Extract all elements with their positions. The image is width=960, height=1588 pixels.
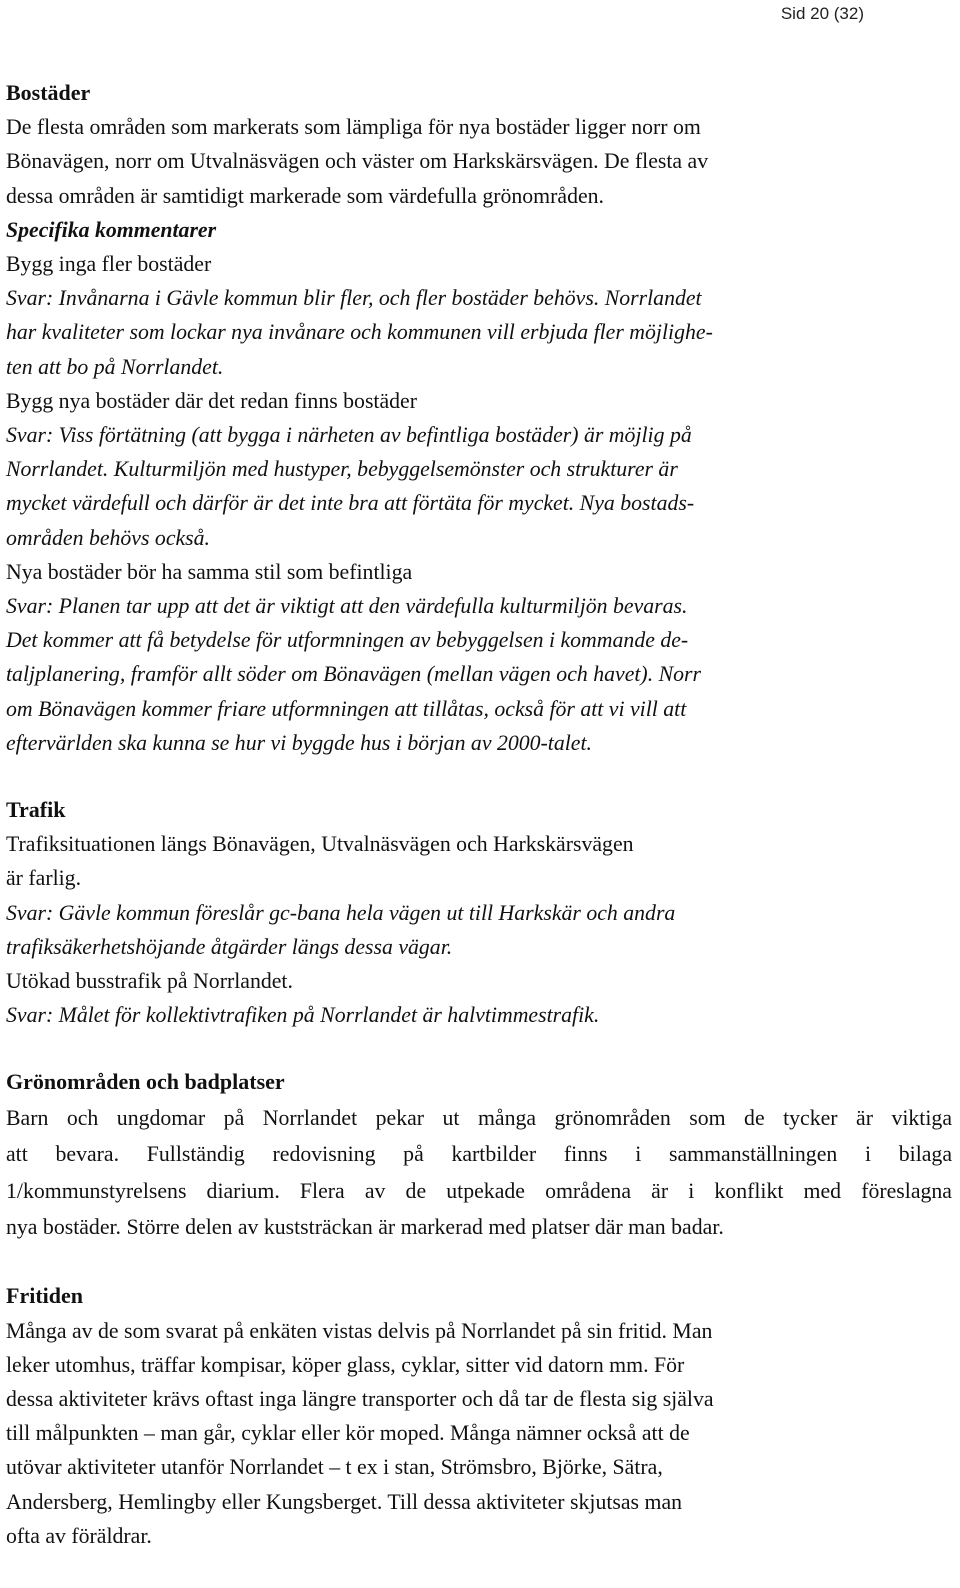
section-spacer — [6, 1032, 952, 1065]
subheading-specifika-kommentarer: Specifika kommentarer — [6, 217, 217, 242]
section-heading-fritiden: Fritiden — [6, 1283, 83, 1309]
text-line: Barn och ungdomar på Norrlandet pekar ut många grönområden som de tycker är viktiga — [6, 1105, 952, 1130]
answer-line: har kvaliteter som lockar nya invånare och kommunen vill erbjuda fler möjlighe- — [6, 320, 713, 345]
answer-line: områden behövs också. — [6, 525, 210, 550]
answer-line: ten att bo på Norrlandet. — [6, 354, 224, 379]
paragraph-gronomraden — [6, 1100, 952, 1246]
text-line: dessa områden är samtidigt markerade som värdefulla grönområden. — [6, 183, 604, 208]
text-line: De flesta områden som markerats som lämpliga för nya bostäder ligger norr om — [6, 115, 701, 140]
text-line: dessa aktiviteter krävs oftast inga längre transporter och då tar de flesta sig själva — [6, 1386, 714, 1411]
answer-line: Det kommer att få betydelse för utformningen av bebyggelsen i kommande de- — [6, 628, 689, 653]
text-line: leker utomhus, träffar kompisar, köper glass, cyklar, sitter vid datorn mm. För — [6, 1352, 685, 1377]
text-line: till målpunkten – man går, cyklar eller kör moped. Många nämner också att de — [6, 1421, 690, 1446]
comment-line: Utökad busstrafik på Norrlandet. — [6, 969, 293, 994]
answer-line: Svar: Planen tar upp att det är viktigt att den värdefulla kulturmiljön bevaras. — [6, 594, 688, 619]
answer-line: Svar: Viss förtätning (att bygga i närheten av befintliga bostäder) är möjlig på — [6, 423, 692, 448]
comment-line: är farlig. — [6, 866, 82, 891]
comment-line: Trafiksituationen längs Bönavägen, Utvalnäsvägen och Harkskärsvägen — [6, 832, 634, 857]
answer-line: eftervärlden ska kunna se hur vi byggde hus i början av 2000-talet. — [6, 730, 592, 755]
comment-line: Bygg inga fler bostäder — [6, 252, 212, 277]
page-number: Sid 20 (32) — [780, 4, 864, 23]
section-heading-trafik: Trafik — [6, 797, 66, 823]
text-line: 1/kommunstyrelsens diarium. Flera av de utpekade områdena är i konflikt med föreslagna — [6, 1178, 952, 1203]
section-heading-gronomraden: Grönområden och badplatser — [6, 1069, 285, 1095]
answer-line: taljplanering, framför allt söder om Bönavägen (mellan vägen och havet). Norr — [6, 662, 701, 687]
comment-line: Bygg nya bostäder där det redan finns bostäder — [6, 388, 417, 413]
text-line: ofta av föräldrar. — [6, 1523, 152, 1548]
answer-line: Norrlandet. Kulturmiljön med hustyper, bebyggelsemönster och strukturer är — [6, 457, 678, 482]
document-body — [6, 76, 952, 1553]
answer-line: trafiksäkerhetshöjande åtgärder längs dessa vägar. — [6, 934, 453, 959]
section-spacer — [6, 760, 952, 793]
text-line: Bönavägen, norr om Utvalnäsvägen och väster om Harkskärsvägen. De flesta av — [6, 149, 709, 174]
answer-line: Svar: Gävle kommun föreslår gc-bana hela vägen ut till Harkskär och andra — [6, 900, 676, 925]
section-heading-bostader: Bostäder — [6, 80, 91, 105]
answer-line: om Bönavägen kommer friare utformningen att tillåtas, också för att vi vill att — [6, 696, 687, 721]
comment-line: Nya bostäder bör ha samma stil som befintliga — [6, 559, 413, 584]
text-line: nya bostäder. Större delen av kuststräckan är markerad med platser där man badar. — [6, 1214, 724, 1239]
section-spacer — [6, 1245, 952, 1279]
text-line: att bevara. Fullständig redovisning på kartbilder finns i sammanställningen i bilaga — [6, 1142, 952, 1167]
answer-line: Svar: Invånarna i Gävle kommun blir fler, och fler bostäder behövs. Norrlandet — [6, 286, 702, 311]
text-line: Andersberg, Hemlingby eller Kungsberget. Till dessa aktiviteter skjutsas man — [6, 1489, 683, 1514]
answer-line: mycket värdefull och därför är det inte bra att förtäta för mycket. Nya bostads- — [6, 491, 695, 516]
answer-line: Svar: Målet för kollektivtrafiken på Norrlandet är halvtimmestrafik. — [6, 1003, 600, 1028]
text-line: Många av de som svarat på enkäten vistas delvis på Norrlandet på sin fritid. Man — [6, 1318, 713, 1343]
text-line: utövar aktiviteter utanför Norrlandet – t ex i stan, Strömsbro, Björke, Sätra, — [6, 1455, 663, 1480]
